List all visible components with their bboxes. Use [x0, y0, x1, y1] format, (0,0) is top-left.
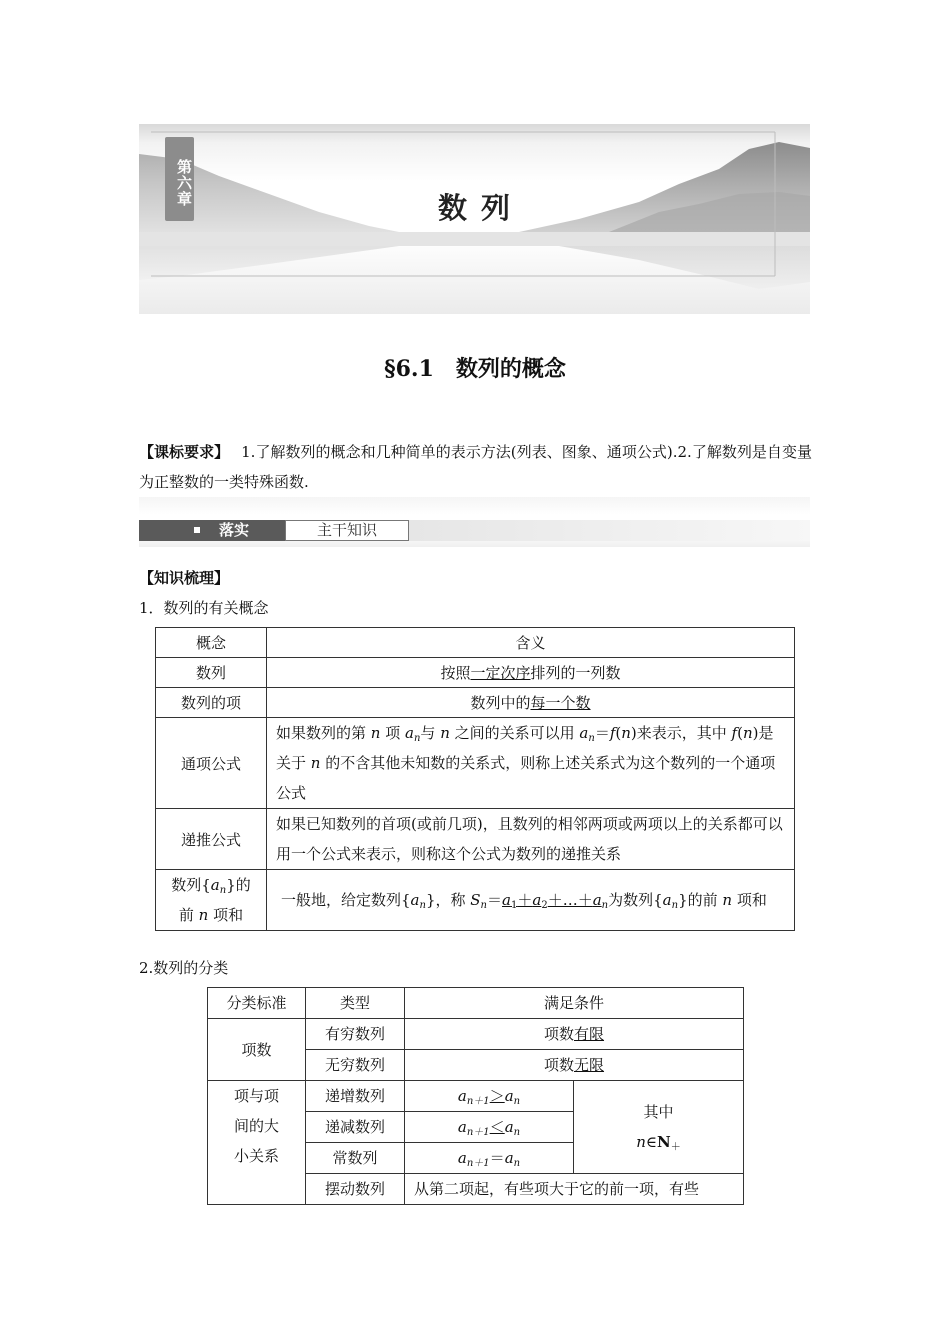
concept-table — [155, 627, 795, 931]
concept-name: 数列$\{a_n\}$的 前 n 项和 — [156, 870, 267, 931]
type-name: 递增数列 — [306, 1081, 405, 1112]
table-row — [156, 718, 795, 809]
classification-heading: 2.数列的分类 — [139, 959, 229, 977]
concept-meaning: 如果数列的第 n 项 $a_n$与 n 之间的关系可以用 $a_n=f(n)$来表示，其中 f(n)是关于 n 的不含其他未知数的关系式，则称上述关系式为这个数列的一个通项公式 — [267, 718, 795, 809]
table-row — [156, 628, 795, 658]
section-bar-label — [139, 520, 285, 541]
concept-meaning: 按照一定次序排列的一列数 — [267, 658, 795, 688]
table-row — [156, 658, 795, 688]
section-title — [0, 352, 950, 383]
curriculum-requirements — [139, 437, 812, 497]
requirements-text: 1.了解数列的概念和几种简单的表示方法(列表、图象、通项公式).2.了解数列是自变量为正整数的一类特殊函数. — [139, 443, 812, 491]
condition: 项数有限 — [405, 1019, 744, 1050]
type-name: 无穷数列 — [306, 1050, 405, 1081]
condition: $a_{n+1}<a_n$ — [405, 1112, 574, 1143]
requirements-tag: 【课标要求】 — [139, 443, 230, 461]
chapter-label: 第六章 — [165, 137, 194, 221]
table-row — [156, 688, 795, 718]
table-header: 分类标准 — [208, 988, 306, 1019]
table-header: 含义 — [267, 628, 795, 658]
knowledge-heading: 【知识梳理】 — [139, 569, 230, 587]
table-row — [156, 809, 795, 870]
concept-name: 递推公式 — [156, 809, 267, 870]
table-header: 概念 — [156, 628, 267, 658]
condition: $a_{n+1}=a_n$ — [405, 1143, 574, 1174]
condition: 项数无限 — [405, 1050, 744, 1081]
category-relation: 项与项 间的大 小关系 — [208, 1081, 306, 1205]
square-bullet-icon — [194, 527, 200, 533]
category-terms: 项数 — [208, 1019, 306, 1081]
table-row — [208, 1019, 744, 1050]
concept-meaning: 一般地，给定数列$\{a_n\}$，称 $S_n=a_1+a_2+\dots+a_n$为数列$\{a_n\}$的前 n 项和 — [267, 870, 795, 931]
type-name: 有穷数列 — [306, 1019, 405, 1050]
table-header: 类型 — [306, 988, 405, 1019]
chapter-title: 数 列 — [437, 191, 513, 225]
classification-table — [207, 987, 744, 1205]
section-number: §6.1 — [384, 356, 434, 382]
section-bar-right-text: 主干知识 — [285, 520, 409, 541]
table-header: 满足条件 — [405, 988, 744, 1019]
type-name: 摆动数列 — [306, 1174, 405, 1205]
section-name: 数列的概念 — [455, 357, 566, 382]
table-row — [208, 988, 744, 1019]
concept-name: 数列 — [156, 658, 267, 688]
concept-meaning: 数列中的每一个数 — [267, 688, 795, 718]
condition: 从第二项起，有些项大于它的前一项，有些 — [405, 1174, 744, 1205]
concept-meaning: 如果已知数列的首项(或前几项)，且数列的相邻两项或两项以上的关系都可以用一个公式来表示，则称这个公式为数列的递推关系 — [267, 809, 795, 870]
concept-name: 通项公式 — [156, 718, 267, 809]
table-row — [208, 1081, 744, 1112]
section-bar-left-text: 落实 — [219, 521, 250, 539]
condition-note: 其中 $n\in N_+$ — [574, 1081, 744, 1174]
concept-name: 数列的项 — [156, 688, 267, 718]
concept-heading: 1．数列的有关概念 — [139, 599, 269, 617]
type-name: 递减数列 — [306, 1112, 405, 1143]
type-name: 常数列 — [306, 1143, 405, 1174]
condition: $a_{n+1}>a_n$ — [405, 1081, 574, 1112]
table-row — [156, 870, 795, 931]
